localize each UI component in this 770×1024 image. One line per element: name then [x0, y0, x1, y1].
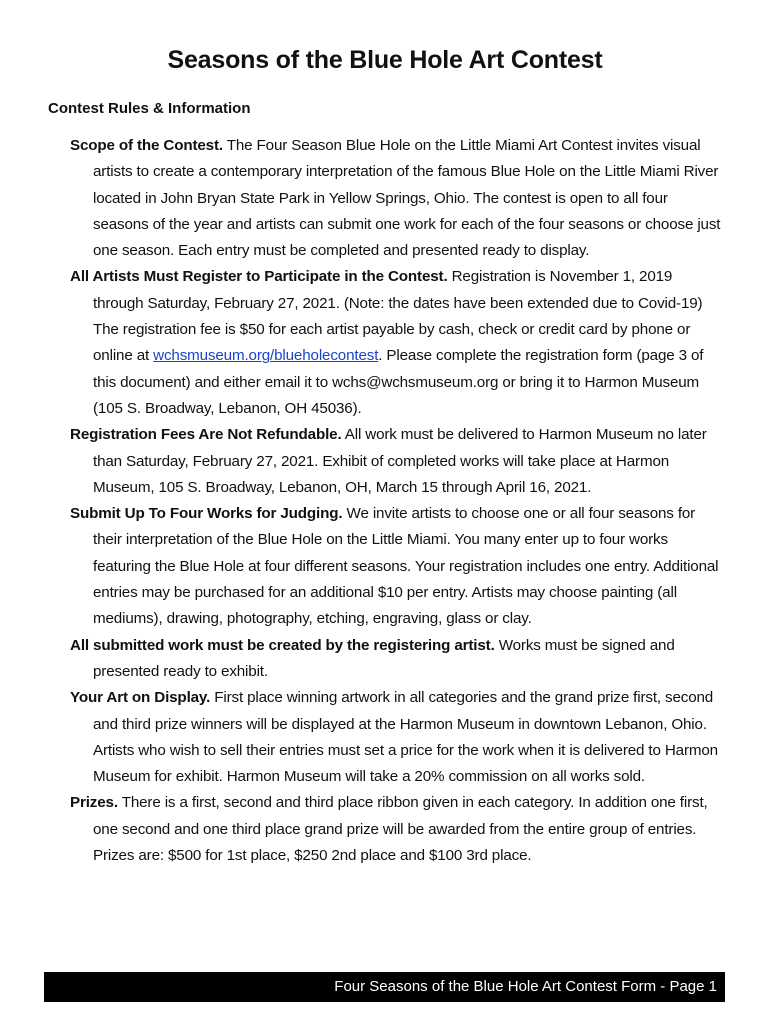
rule-heading: Registration Fees Are Not Refundable. — [70, 426, 342, 444]
rule-heading: Prizes. — [70, 794, 118, 812]
rule-heading: Your Art on Display. — [70, 689, 211, 707]
footer-text: Four Seasons of the Blue Hole Art Contest Form - Page 1 — [334, 978, 717, 995]
rule-text: There is a first, second and third place ribbon given in each category. In addition one first, one second and one third place grand prize will be awarded from the entire group of entries. Prizes are: $500 for 1st place, $250 2nd place and $100 3rd place. — [93, 794, 708, 865]
rule-heading: Submit Up To Four Works for Judging. — [70, 505, 343, 523]
section-heading: Contest Rules & Information — [48, 100, 251, 117]
rule-text: Registration is November 1, 2019 through Saturday, February 27, 2021. (Note: the dates have been extended due to Covid-19) The registration fee is $50 for each artist payable by cash, check or credit card by phone or online at — [93, 268, 703, 365]
rule-prizes — [70, 790, 725, 869]
contest-link[interactable]: wchsmuseum.org/blueholecontest — [153, 347, 379, 365]
rule-heading: All Artists Must Register to Participate in the Contest. — [70, 268, 448, 286]
rule-text: All work must be delivered to Harmon Museum no later than Saturday, February 27, 2021. Exhibit of completed works will take place at Harmon Museum, 105 S. Broadway, Lebanon, OH, March 15 through April 16, 2021. — [93, 426, 707, 496]
rule-text: First place winning artwork in all categories and the grand prize first, second and third prize winners will be displayed at the Harmon Museum in downtown Lebanon, Ohio. Artists who wish to sell their entries must set a price for the work when it is delivered to Harmon Museum for exhibit. Harmon Museum will take a 20% commission on all works sold. — [93, 689, 718, 786]
rule-text: Works must be signed and presented ready to exhibit. — [93, 636, 675, 680]
rule-submit — [70, 501, 725, 632]
rules-list — [70, 133, 725, 869]
rule-text: . Please complete the registration form (page 3 of this document) and either email it to wchs@wchsmuseum.org or bring it to Harmon Museum (105 S. Broadway, Lebanon, OH 45036). — [93, 347, 704, 417]
rule-scope — [70, 133, 725, 264]
page-title: Seasons of the Blue Hole Art Contest — [167, 46, 603, 74]
rule-heading: Scope of the Contest. — [70, 137, 223, 154]
rule-display — [70, 685, 725, 790]
rule-text: The Four Season Blue Hole on the Little Miami Art Contest invites visual artists to create a contemporary interpretation of the famous Blue Hole on the Little Miami River located in John Bryan State Park in Yellow Springs, Ohio. The contest is open to all four seasons of the year and artists can submit one work for each of the four seasons or choose just one season. Each entry must be completed and presented ready to display. — [93, 137, 721, 260]
rule-original-work — [70, 633, 725, 686]
rule-text: We invite artists to choose one or all four seasons for their interpretation of the Blue Hole on the Little Miami. You many enter up to four works featuring the Blue Hole at four different seasons. Your registration includes one entry. Additional entries may be purchased for an additional $10 per entry. Artists may choose painting (all mediums), drawing, photography, etching, engraving, glass or clay. — [93, 505, 719, 628]
rule-refunds — [70, 422, 725, 501]
rule-heading: All submitted work must be created by the registering artist. — [70, 636, 495, 654]
rule-register — [70, 264, 725, 422]
page-footer — [44, 972, 725, 1002]
